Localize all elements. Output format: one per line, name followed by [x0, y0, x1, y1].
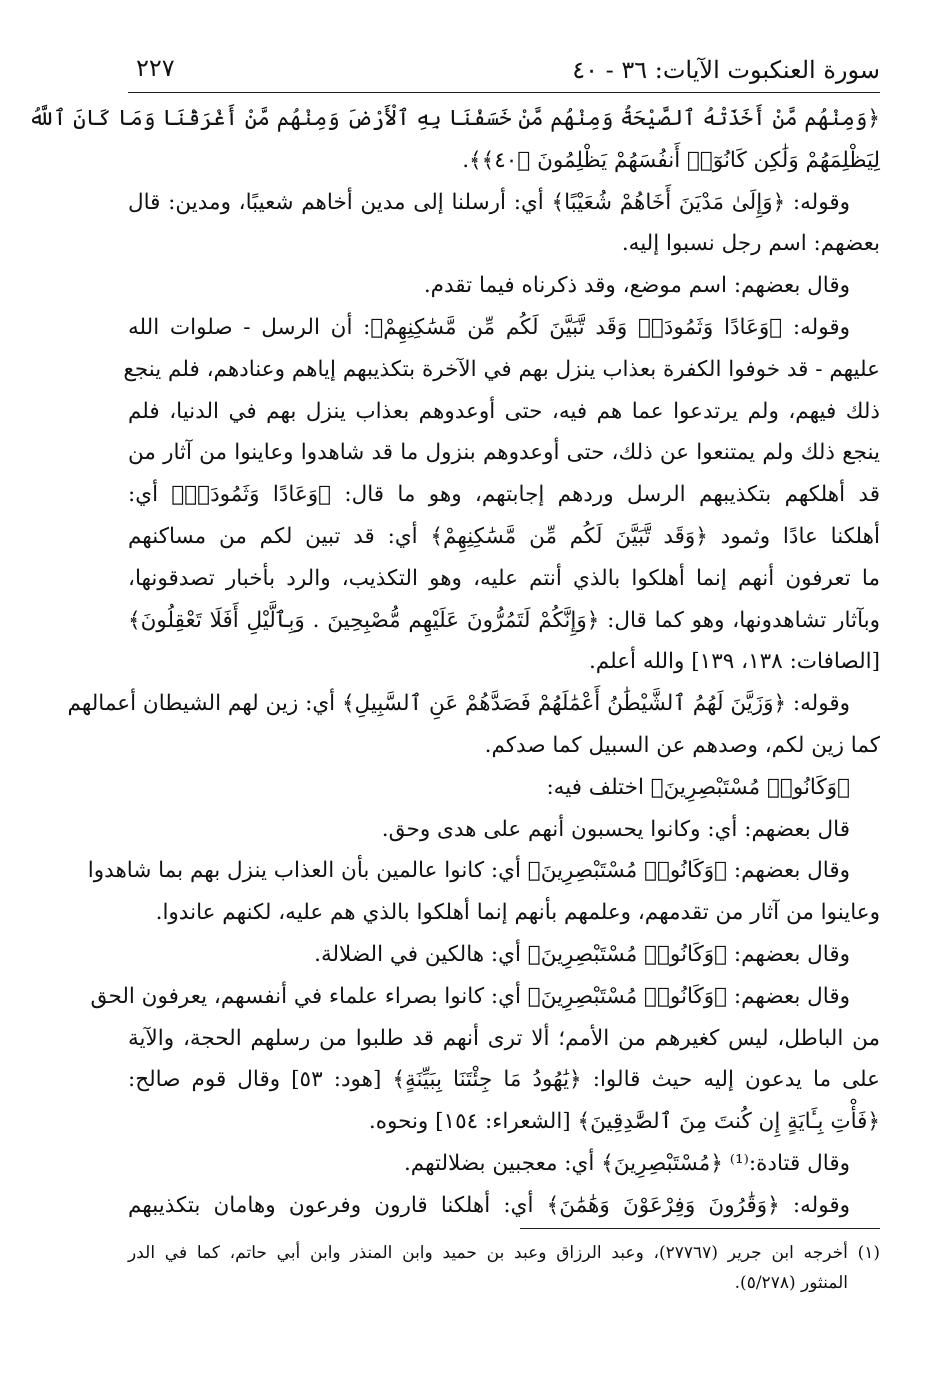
text-line: وقال بعضهم: ﴿وَكَانُوا۟ مُسْتَبْصِرِينَ﴾ أي: كانوا بصراء علماء في أنفسهم، يعرفون الحق: [90, 983, 850, 1009]
text-line: لِيَظْلِمَهُمْ وَلَٰكِن كَانُوٓا۟ أَنفُسَهُمْ يَظْلِمُونَ ﴿٤٠﴾﴾.: [462, 147, 880, 173]
text-line: وقال بعضهم: ﴿وَكَانُوا۟ مُسْتَبْصِرِينَ﴾ أي: هالكين في الضلالة.: [314, 941, 850, 967]
text-line: وقال قتادة:⁽¹⁾ ﴿مُسْتَبْصِرِينَ﴾ أي: معجبين بضلالتهم.: [403, 1150, 850, 1176]
footnotes: [128, 1238, 880, 1298]
text-line: وقوله: ﴿وَعَادًا وَثَمُودَا۟ وَقَد تَّبَيَّنَ لَكُم مِّن مَّسَٰكِنِهِمْ﴾: أن الرسل - صلوات الله: [128, 314, 850, 340]
text-line: على ما يدعون إليه حيث قالوا: ﴿يَٰهُودُ مَا جِئْتَنَا بِبَيِّنَةٍ﴾ [هود: ٥٣] وقال قوم صالح:: [128, 1067, 880, 1093]
main-text: [28, 98, 880, 1227]
text-line: وقال بعضهم: ﴿وَكَانُوا۟ مُسْتَبْصِرِينَ﴾ أي: كانوا عالمين بأن العذاب ينزل بهم بما شاهدوا: [87, 858, 850, 884]
text-line: من الباطل، ليس كغيرهم من الأمم؛ ألا ترى أنهم قد طلبوا من رسلهم الحجة، والآية: [128, 1025, 880, 1051]
page-header: [128, 48, 880, 93]
text-line: عليهم - قد خوفوا الكفرة بعذاب ينزل بهم في الآخرة بتكذيبهم إياهم وعنادهم، فلم ينجع: [123, 356, 880, 382]
text-line: وقوله: ﴿وَقَٰرُونَ وَفِرْعَوْنَ وَهَٰمَٰنَ﴾ أي: أهلكنا قارون وفرعون وهامان بتكذيبهم: [128, 1192, 850, 1218]
text-line: ينجع ذلك ولم يمتنعوا عن ذلك، حتى أوعدوهم بنزول ما قد شاهدوا وعاينوا من آثار من: [128, 440, 880, 466]
text-line: كما زين لكم، وصدهم عن السبيل كما صدكم.: [484, 732, 880, 758]
page-number: ٢٢٧: [136, 54, 175, 82]
text-line: ﴿وَمِنْهُم مَّنْ أَخَذَتْهُ ٱلصَّيْحَةُ وَمِنْهُم مَّنْ خَسَفْنَا بِهِ ٱلْأَرْضَ وَمِنْهُم مَّنْ أَغْرَقْنَا وَمَا كَانَ ٱللَّهُ: [28, 106, 880, 131]
text-line: وقال بعضهم: اسم موضع، وقد ذكرناه فيما تقدم.: [423, 273, 850, 299]
text-line: ما تعرفون أنهم إنما أهلكوا بالذي أنتم عليه، وهو التكذيب، والرد بأخبار تصدقونها،: [128, 565, 880, 591]
text-line: وقوله: ﴿وَزَيَّنَ لَهُمُ ٱلشَّيْطَٰنُ أَعْمَٰلَهُمْ فَصَدَّهُمْ عَنِ ٱلسَّبِيلِ﴾ أي: زين لهم الشيطان أعمالهم: [67, 691, 850, 717]
text-line: وبآثار تشاهدونها، وهو كما قال: ﴿وَإِنَّكُمْ لَتَمُرُّونَ عَلَيْهِم مُّصْبِحِينَ . وَبِٱلَّيْلِ أَفَلَا تَعْقِلُونَ﴾: [128, 607, 880, 633]
text-line: بعضهم: اسم رجل نسبوا إليه.: [621, 231, 880, 257]
footnote-line: (١) أخرجه ابن جرير (٢٧٧٦٧)، وعبد الرزاق وعبد بن حميد وابن المنذر وابن أبي حاتم، كما في الدر: [128, 1243, 880, 1263]
text-line: ذلك فيهم، ولم يرتدعوا عما هم فيه، حتى أوعدوهم بعذاب ينزل بهم في الدنيا، فلم: [128, 398, 880, 424]
text-line: أهلكنا عادًا وثمود ﴿وَقَد تَّبَيَّنَ لَكُم مِّن مَّسَٰكِنِهِمْ﴾ أي: قد تبين لكم من مساكنهم: [128, 523, 880, 549]
text-line: ﴿فَأْتِ بِـَٔايَةٍ إِن كُنتَ مِنَ ٱلصَّٰدِقِينَ﴾ [الشعراء: ١٥٤] ونحوه.: [368, 1109, 880, 1135]
text-line: قد أهلكهم بتكذيبهم الرسل وردهم إجابتهم، وهو ما قال: ﴿وَعَادًا وَثَمُودَا۟﴾ أي:: [128, 482, 880, 508]
footnote-divider: [520, 1228, 880, 1229]
text-line: ﴿وَكَانُوا۟ مُسْتَبْصِرِينَ﴾ اختلف فيه:: [546, 774, 850, 800]
running-title: سورة العنكبوت الآيات: ٣٦ - ٤٠: [572, 56, 880, 84]
footnote-line: المنثور (٥/٢٧٨).: [734, 1273, 848, 1293]
text-line: [الصافات: ١٣٨، ١٣٩] والله أعلم.: [588, 649, 880, 675]
text-line: وقوله: ﴿وَإِلَىٰ مَدْيَنَ أَخَاهُمْ شُعَيْبًا﴾ أي: أرسلنا إلى مدين أخاهم شعيبًا، ومدين: قال: [128, 189, 850, 215]
text-line: قال بعضهم: أي: وكانوا يحسبون أنهم على هدى وحق.: [381, 816, 850, 842]
text-line: وعاينوا من آثار من تقدمهم، وعلمهم بأنهم إنما أهلكوا بالذي هم عليه، لكنهم عاندوا.: [155, 900, 880, 926]
